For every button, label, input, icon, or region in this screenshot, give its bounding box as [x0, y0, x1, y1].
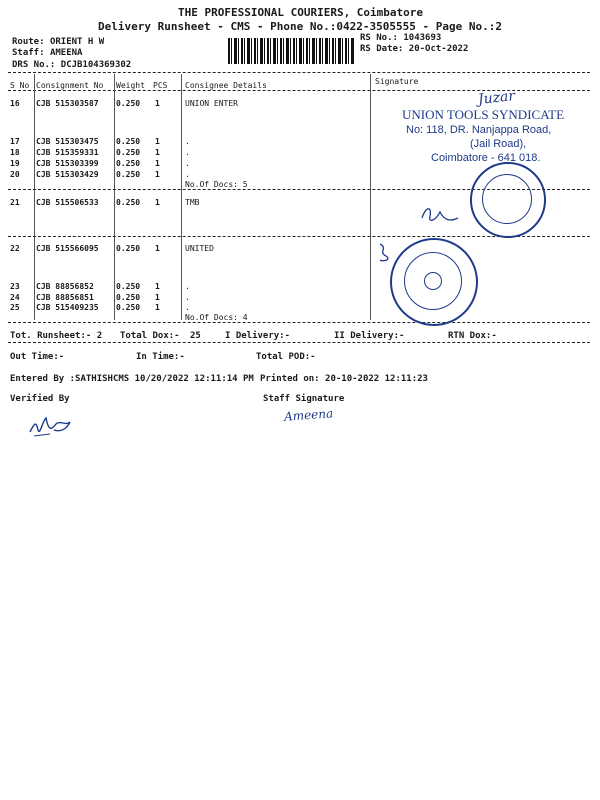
staff-line: [12, 48, 82, 58]
table-row-consignment: CJB 88856851: [36, 293, 94, 302]
route-label: Route:: [12, 37, 45, 47]
barcode-image: [228, 38, 354, 64]
table-row-consignee: UNITED: [185, 244, 214, 253]
table-row-consignee: .: [185, 303, 190, 312]
table-row-consignee: .: [185, 159, 190, 168]
table-rule-bottom: [8, 322, 590, 323]
table-row-pcs: 1: [155, 137, 160, 146]
route-value: ORIENT H W: [49, 37, 105, 47]
table-row-sno: 19: [10, 159, 20, 168]
rs-no-value: 1043693: [403, 33, 442, 43]
drs-label: DRS No.:: [12, 60, 56, 70]
staff-signature-label: Staff Signature: [263, 394, 345, 404]
col-header-consignee: Consignee Details: [185, 81, 267, 90]
staff-label: Staff:: [12, 48, 45, 58]
table-row-sno: 18: [10, 148, 20, 157]
table-row-sno: 16: [10, 99, 20, 108]
rs-no-line: [360, 33, 441, 43]
i-delivery: I Delivery:-: [225, 331, 291, 341]
drs-line: [12, 60, 131, 70]
stamp-address-line3: Coimbatore - 641 018.: [431, 152, 541, 164]
col-header-weight: Weight: [116, 81, 145, 90]
col-header-pcs: PCS: [153, 81, 168, 90]
table-row-pcs: 1: [155, 170, 160, 179]
table-row-sno: 21: [10, 198, 20, 207]
table-row-consignee: TMB: [185, 198, 200, 207]
table-row-weight: 0.250: [116, 303, 141, 312]
table-row-pcs: 1: [155, 293, 160, 302]
table-row-consignment: CJB 515566095: [36, 244, 99, 253]
verified-by-label: Verified By: [10, 394, 70, 404]
table-row-pcs: 1: [155, 148, 160, 157]
total-runsheet: Tot. Runsheet:- 2: [10, 331, 103, 341]
col-header-signature: Signature: [375, 77, 419, 86]
table-row-consignment: CJB 515359331: [36, 148, 99, 157]
group-doc-count: No.Of Docs: 5: [185, 180, 248, 189]
table-row-consignee: UNION ENTER: [185, 99, 238, 108]
total-pod: Total POD:-: [256, 352, 316, 362]
table-row-consignment: CJB 515409235: [36, 303, 99, 312]
staff-handwritten-name: Ameena: [283, 406, 334, 424]
table-row-weight: 0.250: [116, 282, 141, 291]
stamp-address-line1: No: 118, DR. Nanjappa Road,: [406, 124, 552, 136]
table-row-sno: 23: [10, 282, 20, 291]
in-time: In Time:-: [136, 352, 185, 362]
table-row-sno: 17: [10, 137, 20, 146]
column-divider: [34, 74, 35, 320]
table-row-pcs: 1: [155, 303, 160, 312]
table-row-pcs: 1: [155, 282, 160, 291]
table-row-pcs: 1: [155, 244, 160, 253]
table-row-weight: 0.250: [116, 293, 141, 302]
table-row-consignment: CJB 515303399: [36, 159, 99, 168]
table-row-consignee: .: [185, 293, 190, 302]
table-row-pcs: 1: [155, 159, 160, 168]
total-dox-label: Total Dox:-: [120, 331, 180, 341]
table-row-weight: 0.250: [116, 244, 141, 253]
rtn-dox: RTN Dox:-: [448, 331, 497, 341]
total-dox-value: 25: [190, 331, 201, 341]
rs-date-label: RS Date:: [360, 44, 404, 54]
rs-date-line: [360, 44, 468, 54]
printed-on: Printed on: 20-10-2022 12:11:23: [260, 374, 428, 384]
table-row-consignee: .: [185, 137, 190, 146]
bank-seal-stamp: [470, 162, 546, 238]
table-row-sno: 22: [10, 244, 20, 253]
table-row-consignee: .: [185, 282, 190, 291]
col-header-consignment: Consignment No: [36, 81, 104, 90]
table-row-consignment: CJB 515303587: [36, 99, 99, 108]
rs-no-label: RS No.:: [360, 33, 398, 43]
staff-value: AMEENA: [49, 48, 83, 58]
table-row-consignment: CJB 515303429: [36, 170, 99, 179]
verified-signature: [26, 410, 78, 440]
table-row-sno: 25: [10, 303, 20, 312]
united-seal-stamp: [390, 238, 478, 326]
stamp-company-name: UNION TOOLS SYNDICATE: [402, 107, 565, 122]
table-row-consignment: CJB 515506533: [36, 198, 99, 207]
table-row-consignee: .: [185, 170, 190, 179]
table-row-consignment: CJB 88856852: [36, 282, 94, 291]
header-rule-top: [8, 72, 590, 73]
totals-rule: [8, 342, 590, 343]
table-row-weight: 0.250: [116, 198, 141, 207]
column-divider: [181, 74, 182, 320]
table-row-pcs: 1: [155, 99, 160, 108]
rs-date-value: 20-Oct-2022: [408, 44, 469, 54]
entered-by: Entered By :SATHISHCMS 10/20/2022 12:11:14 PM: [10, 374, 254, 384]
consignee-handwritten-name: Juzar: [477, 88, 516, 108]
table-row-weight: 0.250: [116, 170, 141, 179]
column-divider: [114, 74, 115, 320]
table-row-sno: 20: [10, 170, 20, 179]
stamp-address-line2: (Jail Road),: [470, 138, 527, 150]
route-line: [12, 37, 104, 47]
group-doc-count: No.Of Docs: 4: [185, 313, 248, 322]
table-row-sno: 24: [10, 293, 20, 302]
runsheet-subtitle: Delivery Runsheet - CMS - Phone No.:0422-3505555 - Page No.:2: [98, 20, 502, 33]
bank-signature: [418, 200, 464, 230]
ii-delivery: II Delivery:-: [334, 331, 405, 341]
col-header-sno: S No: [10, 81, 30, 90]
united-signature: [374, 240, 398, 266]
table-row-weight: 0.250: [116, 159, 141, 168]
table-row-consignment: CJB 515303475: [36, 137, 99, 146]
out-time: Out Time:-: [10, 352, 65, 362]
table-row-weight: 0.250: [116, 137, 141, 146]
table-row-weight: 0.250: [116, 99, 141, 108]
column-divider: [370, 74, 371, 320]
table-row-consignee: .: [185, 148, 190, 157]
table-row-pcs: 1: [155, 198, 160, 207]
table-row-weight: 0.250: [116, 148, 141, 157]
company-title: THE PROFESSIONAL COURIERS, Coimbatore: [178, 6, 424, 19]
drs-value: DCJB104369302: [60, 60, 132, 70]
